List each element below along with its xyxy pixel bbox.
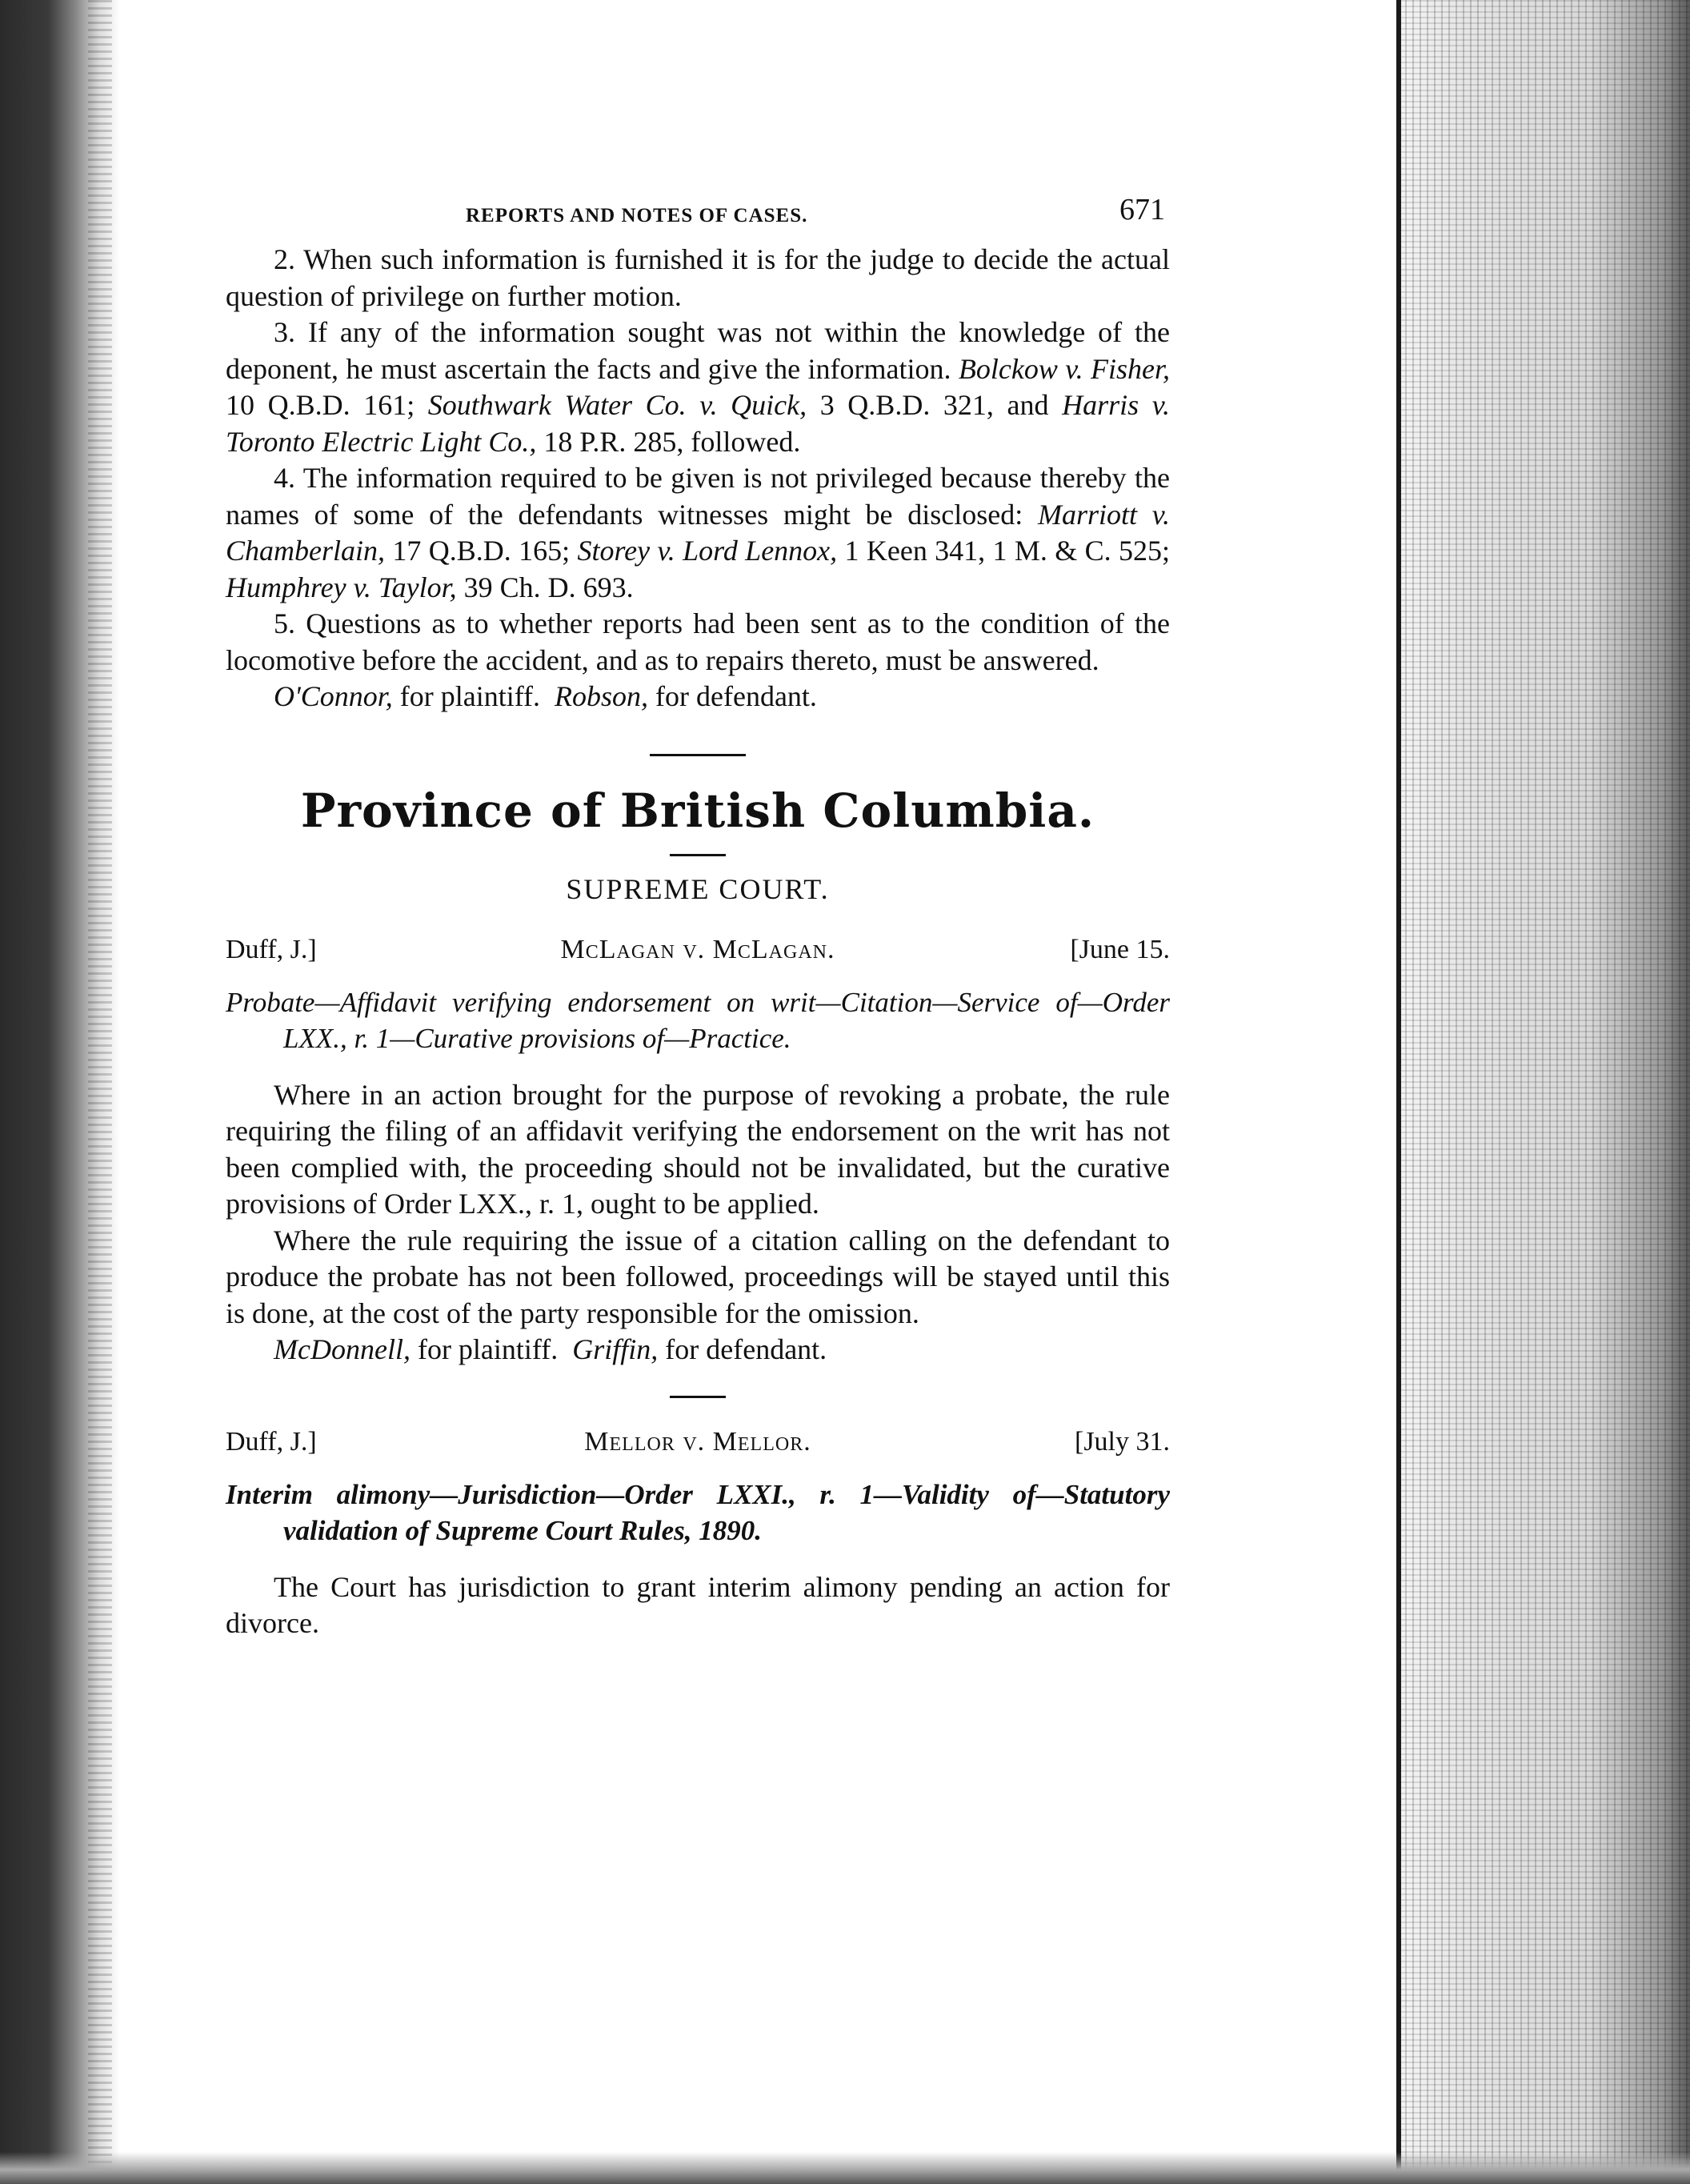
paragraph-3 bbox=[226, 315, 1170, 460]
counsel-defendant: Robson, bbox=[555, 680, 649, 712]
court-heading: SUPREME COURT. bbox=[566, 872, 830, 905]
report-citation: 39 Ch. D. 693. bbox=[463, 571, 634, 603]
scan-left-edge bbox=[0, 0, 120, 2184]
counsel-defendant: Griffin, bbox=[572, 1333, 659, 1365]
paragraph-number: 3. bbox=[274, 316, 295, 348]
case-judge: Duff, J.] bbox=[226, 934, 317, 964]
counsel-role: for plaintiff. bbox=[417, 1333, 559, 1365]
case-title: Mellor v. Mellor. bbox=[584, 1426, 811, 1457]
province-heading: Province of British Columbia. bbox=[300, 783, 1095, 838]
report-citation: 18 P.R. 285, followed. bbox=[543, 425, 801, 458]
counsel-role: for defendant. bbox=[665, 1333, 827, 1365]
case-citation: Harris v. Toronto Electric Light Co., bbox=[226, 389, 1171, 458]
paragraph-text: When such information is furnished it is for the judge to decide the actual question of privilege on further motion. bbox=[226, 243, 1170, 312]
case-date: [July 31. bbox=[1075, 1426, 1170, 1457]
case-citation: Southwark Water Co. v. Quick, bbox=[427, 389, 807, 421]
heading-divider bbox=[670, 854, 726, 856]
paragraph-number: 2. bbox=[274, 243, 295, 275]
case-divider bbox=[670, 1396, 726, 1398]
counsel-plaintiff: McDonnell, bbox=[274, 1333, 410, 1365]
report-citation: 17 Q.B.D. 165; bbox=[392, 535, 571, 567]
counsel-role: for plaintiff. bbox=[399, 680, 541, 712]
report-citation: 10 Q.B.D. 161; bbox=[226, 389, 415, 421]
counsel-plaintiff: O'Connor, bbox=[274, 680, 393, 712]
case-header bbox=[226, 935, 1170, 972]
counsel-role: for defendant. bbox=[655, 680, 817, 712]
case-judge: Duff, J.] bbox=[226, 1426, 317, 1457]
page-content bbox=[226, 192, 1170, 1642]
scan-page-border bbox=[1396, 0, 1401, 2184]
case-catchwords: Interim alimony—Jurisdiction—Order LXXI., r. 1—Validity of—Statutory validation of Supreme Court Rules, 1890. bbox=[226, 1478, 1170, 1546]
paragraph-2 bbox=[226, 242, 1170, 315]
section-divider bbox=[650, 754, 746, 756]
paragraph-number: 4. bbox=[274, 462, 295, 494]
paragraph-5 bbox=[226, 606, 1170, 679]
case-citation: Storey v. Lord Lennox, bbox=[577, 535, 838, 567]
scan-bottom-edge bbox=[0, 2152, 1690, 2184]
page-number: 671 bbox=[1119, 193, 1165, 226]
case-body-paragraph: Where the rule requiring the issue of a citation calling on the defendant to produce the probate has not been followed, proceedings will be stayed until this is done, at the cost of the party responsible for the omission. bbox=[226, 1224, 1170, 1329]
report-citation: 1 Keen 341, 1 M. & C. 525; bbox=[844, 535, 1170, 567]
report-citation: 3 Q.B.D. 321, and bbox=[819, 389, 1049, 421]
case-citation: Humphrey v. Taylor, bbox=[226, 571, 457, 603]
page-header bbox=[226, 192, 1170, 240]
case-citation: Marriott v. Chamberlain, bbox=[226, 498, 1171, 567]
running-head: REPORTS AND NOTES OF CASES. bbox=[466, 205, 808, 226]
paragraph-4 bbox=[226, 460, 1170, 606]
case-body-paragraph: The Court has jurisdiction to grant interim alimony pending an action for divorce. bbox=[226, 1570, 1170, 1639]
paragraph-number: 5. bbox=[274, 607, 295, 639]
case-catchwords: Probate—Affidavit verifying endorsement on writ—Citation—Service of—Order LXX., r. 1—Curative provisions of—Practice. bbox=[226, 986, 1170, 1054]
scan-right-edge bbox=[1398, 0, 1690, 2184]
case-citation: Bolckow v. Fisher, bbox=[958, 352, 1170, 385]
case-body-paragraph: Where in an action brought for the purpose of revoking a probate, the rule requiring the filing of an affidavit verifying the endorsement on the writ has not been complied with, the proceeding should not be invalidated, but the curative provisions of Order LXX., r. 1, ought to be applied. bbox=[226, 1078, 1170, 1220]
case-header bbox=[226, 1427, 1170, 1464]
case-date: [June 15. bbox=[1070, 934, 1170, 964]
paragraph-text: If any of the information sought was not within the knowledge of the deponent, he must ascertain the facts and give the information. bbox=[226, 316, 1171, 385]
counsel-line bbox=[226, 679, 1170, 715]
paragraph-text: The information required to be given is not privileged because thereby the names of some of the defendants witnesses might be disclosed: bbox=[226, 462, 1170, 531]
case-title: McLagan v. McLagan. bbox=[560, 934, 835, 964]
counsel-line bbox=[226, 1332, 1170, 1369]
paragraph-text: Questions as to whether reports had been sent as to the condition of the locomotive before the accident, and as to repairs thereto, must be answered. bbox=[226, 607, 1170, 676]
